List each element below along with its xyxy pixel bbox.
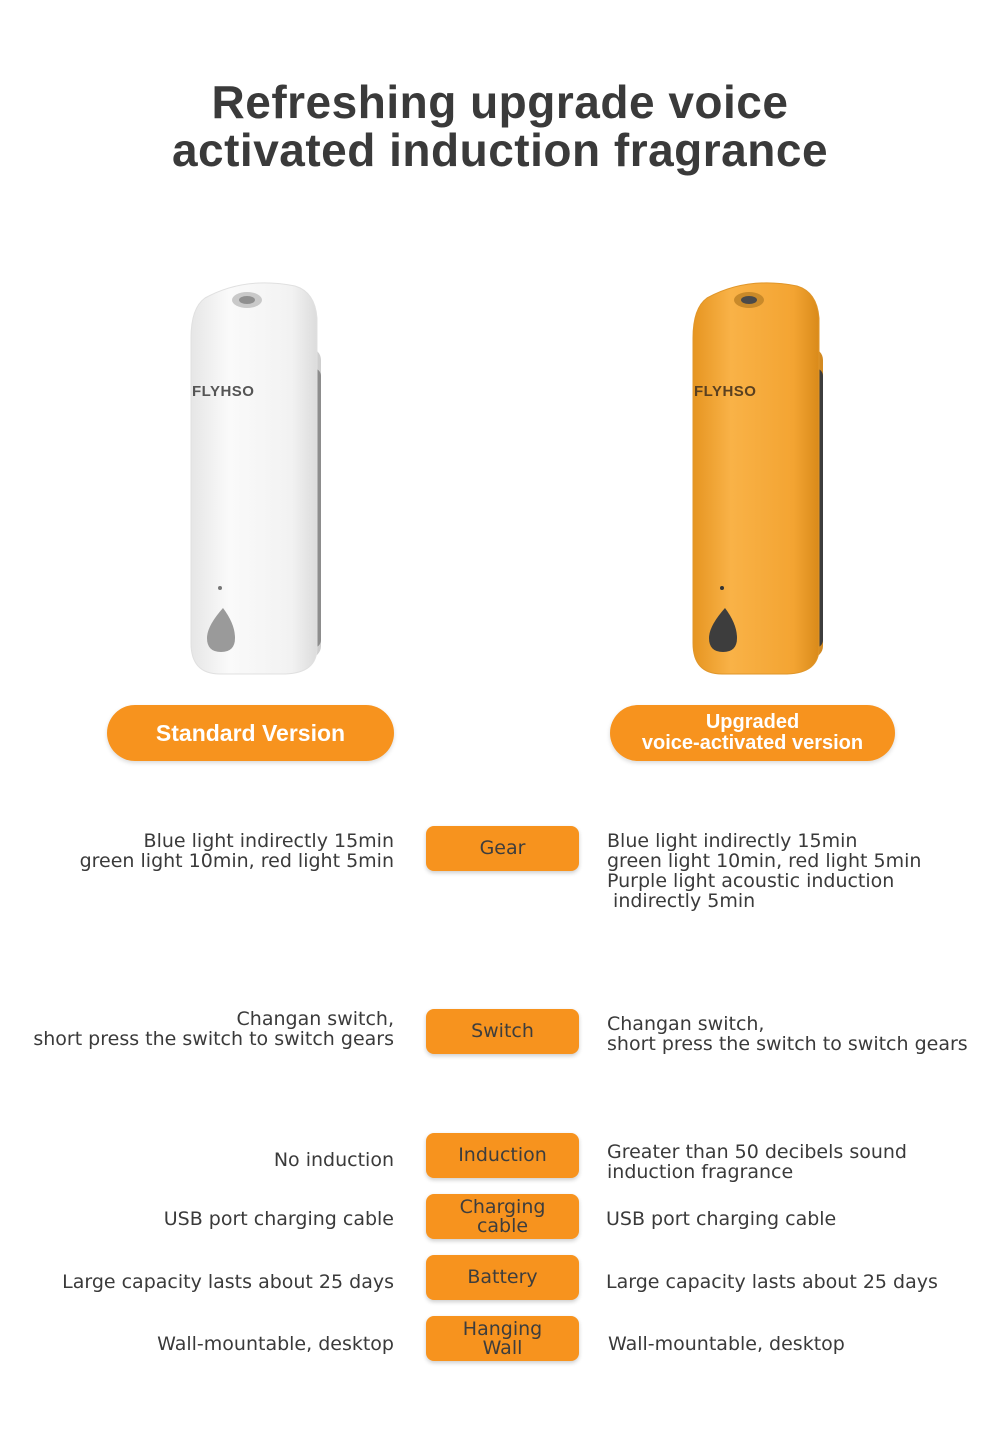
hanging-upgraded-text (608, 1334, 845, 1354)
upgraded-brand-logo: FLYHSO (694, 383, 757, 400)
induction-standard-text (274, 1150, 394, 1170)
upgraded-version-label-line1: Upgraded (705, 711, 800, 733)
charging-label (426, 1194, 579, 1239)
induction-upgraded-text (607, 1142, 907, 1182)
switch-label (426, 1009, 579, 1054)
switch-label-text: Switch (471, 1020, 534, 1042)
text-line: Blue light indirectly 15min (607, 830, 858, 852)
battery-label-text: Battery (467, 1266, 538, 1288)
text-line: indirectly 5min (607, 890, 756, 912)
battery-upgraded-text (606, 1272, 938, 1292)
page-title: Refreshing upgrade voice activated induction fragrance (171, 76, 829, 176)
text-line: green light 10min, red light 5min (79, 850, 394, 872)
text-line: Purple light acoustic induction (607, 870, 895, 892)
text-line: USB port charging cable (606, 1208, 837, 1230)
text-line: short press the switch to switch gears (607, 1033, 968, 1055)
battery-standard-text (62, 1272, 394, 1292)
standard-product-image (185, 278, 325, 678)
induction-label-text: Induction (458, 1144, 547, 1166)
text-line: Blue light indirectly 15min (143, 830, 394, 852)
text-line: Changan switch, (236, 1008, 394, 1030)
text-line: Changan switch, (607, 1013, 765, 1035)
charging-label-line2: cable (476, 1214, 529, 1237)
gear-label (426, 826, 579, 871)
charging-standard-text (164, 1209, 394, 1229)
hanging-label (426, 1316, 579, 1361)
gear-standard-text (80, 831, 394, 871)
hanging-standard-text (157, 1334, 394, 1354)
text-line: green light 10min, red light 5min (607, 850, 922, 872)
upgraded-version-label-line2: voice-activated version (641, 732, 864, 754)
text-line: induction fragrance (607, 1161, 794, 1183)
upgraded-version-badge (610, 705, 895, 761)
text-line: Large capacity lasts about 25 days (606, 1271, 938, 1293)
text-line: Greater than 50 decibels sound (607, 1141, 907, 1163)
standard-version-label: Standard Version (155, 719, 346, 746)
hanging-label-line1: Hanging (462, 1317, 543, 1340)
charging-upgraded-text (606, 1209, 836, 1229)
gear-upgraded-text (607, 831, 921, 911)
charging-label-line1: Charging (459, 1195, 546, 1218)
gear-label-text: Gear (479, 837, 526, 859)
text-line: Wall-mountable, desktop (608, 1333, 845, 1355)
text-line: Large capacity lasts about 25 days (62, 1271, 394, 1293)
standard-brand-logo: FLYHSO (192, 383, 255, 400)
switch-standard-text (33, 1009, 394, 1049)
upgraded-product-image (687, 278, 827, 678)
text-line: No induction (273, 1149, 394, 1171)
induction-label (426, 1133, 579, 1178)
hanging-label-line2: Wall (482, 1336, 523, 1359)
text-line: Wall-mountable, desktop (157, 1333, 394, 1355)
battery-label (426, 1255, 579, 1300)
standard-version-badge (107, 705, 394, 761)
switch-upgraded-text (607, 1014, 968, 1054)
text-line: USB port charging cable (163, 1208, 394, 1230)
text-line: short press the switch to switch gears (33, 1028, 394, 1050)
